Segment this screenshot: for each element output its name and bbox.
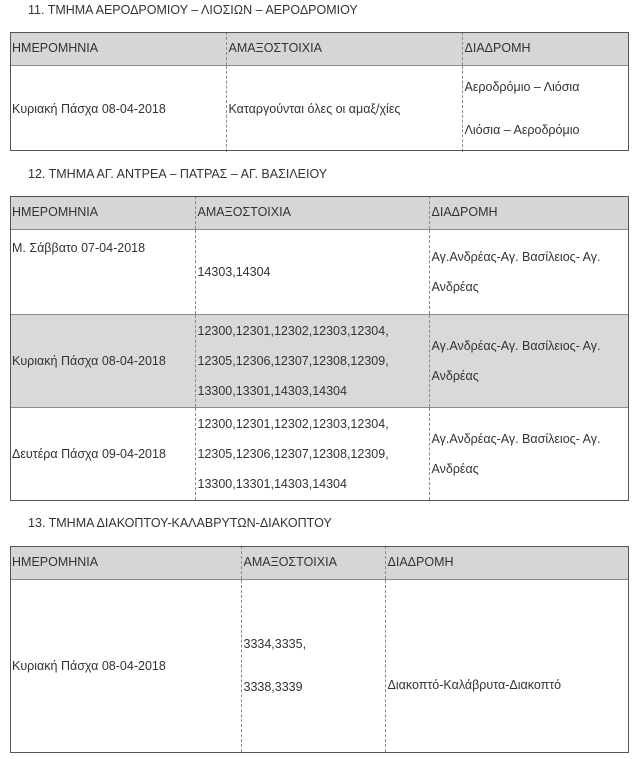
column-header-route: ΔΙΑΔΡΟΜΗ — [385, 546, 629, 579]
row-date: Κυριακή Πάσχα 08-04-2018 — [12, 101, 166, 116]
trains-line: 12305,12306,12307,12308,12309, — [197, 446, 389, 461]
row-date: Κυριακή Πάσχα 08-04-2018 — [10, 314, 195, 407]
route-line: Αγ.Ανδρέας-Αγ. Βασίλειος- Αγ. — [431, 431, 601, 446]
column-header-route: ΔΙΑΔΡΟΜΗ — [429, 196, 629, 229]
table-row — [10, 579, 629, 752]
column-header-trains: ΑΜΑΞΟΣΤΟΙΧΙΑ — [195, 196, 429, 229]
row-date — [10, 229, 195, 314]
column-header-trains: ΑΜΑΞΟΣΤΟΙΧΙΑ — [241, 546, 385, 579]
row-trains — [195, 314, 429, 407]
route-line: Διακοπτό-Καλάβρυτα-Διακοπτό — [387, 677, 562, 692]
trains-line: 12305,12306,12307,12308,12309, — [197, 353, 389, 368]
row-trains — [241, 579, 385, 752]
route-line: Αγ.Ανδρέας-Αγ. Βασίλειος- Αγ. — [431, 249, 601, 264]
section-13-table — [10, 546, 629, 752]
route-line: Αεροδρόμιο – Λιόσια — [464, 79, 580, 94]
section-12-heading: 12. ΤΜΗΜΑ ΑΓ. ΑΝΤΡΕΑ – ΠΑΤΡΑΣ – ΑΓ. ΒΑΣΙΛΕΙΟΥ — [28, 167, 328, 181]
column-header-date: ΗΜΕΡΟΜΗΝΙΑ — [10, 32, 226, 65]
table-row — [10, 229, 629, 314]
row-trains: 14303,14304 — [195, 229, 429, 314]
route-line: Λιόσια – Αεροδρόμιο — [464, 122, 580, 137]
row-trains: Καταργούνται όλες οι αμαξ/χίες — [226, 65, 462, 152]
row-route — [385, 579, 629, 752]
column-header-date: ΗΜΕΡΟΜΗΝΙΑ — [10, 546, 241, 579]
table-row — [10, 314, 629, 407]
table-header-row — [10, 32, 629, 65]
trains-line: 13300,13301,14303,14304 — [197, 476, 347, 491]
row-route — [429, 229, 629, 314]
table-row — [10, 407, 629, 500]
row-date: Κυριακή Πάσχα 08-04-2018 — [12, 658, 166, 673]
section-12-table — [10, 196, 629, 500]
section-11-heading: 11. ΤΜΗΜΑ ΑΕΡΟΔΡΟΜΙΟΥ – ΛΙΟΣΙΩΝ – ΑΕΡΟΔΡΟΜΙΟΥ — [28, 3, 358, 17]
row-date-text: Μ. Σάββατο 07-04-2018 — [12, 240, 146, 255]
column-header-route: ΔΙΑΔΡΟΜΗ — [462, 32, 629, 65]
row-route — [429, 407, 629, 500]
table-row — [10, 65, 629, 152]
route-line: Ανδρέας — [431, 461, 479, 476]
table-header-row — [10, 196, 629, 229]
trains-line: 12300,12301,12302,12303,12304, — [197, 323, 389, 338]
trains-line: 12300,12301,12302,12303,12304, — [197, 416, 389, 431]
route-line: Ανδρέας — [431, 279, 479, 294]
section-13-heading: 13. ΤΜΗΜΑ ΔΙΑΚΟΠΤΟΥ-ΚΑΛΑΒΡΥΤΩΝ-ΔΙΑΚΟΠΤΟΥ — [28, 516, 332, 530]
trains-line: 13300,13301,14303,14304 — [197, 383, 347, 398]
table-header-row — [10, 546, 629, 579]
row-trains — [195, 407, 429, 500]
column-header-trains: ΑΜΑΞΟΣΤΟΙΧΙΑ — [226, 32, 462, 65]
trains-line: 3338,3339 — [243, 679, 303, 694]
column-header-date: ΗΜΕΡΟΜΗΝΙΑ — [10, 196, 195, 229]
row-route — [429, 314, 629, 407]
route-line: Αγ.Ανδρέας-Αγ. Βασίλειος- Αγ. — [431, 338, 601, 353]
trains-line: 3334,3335, — [243, 636, 307, 651]
section-11-table — [10, 32, 629, 152]
row-date: Δευτέρα Πάσχα 09-04-2018 — [12, 446, 166, 461]
row-route — [462, 65, 629, 152]
route-line: Ανδρέας — [431, 368, 479, 383]
